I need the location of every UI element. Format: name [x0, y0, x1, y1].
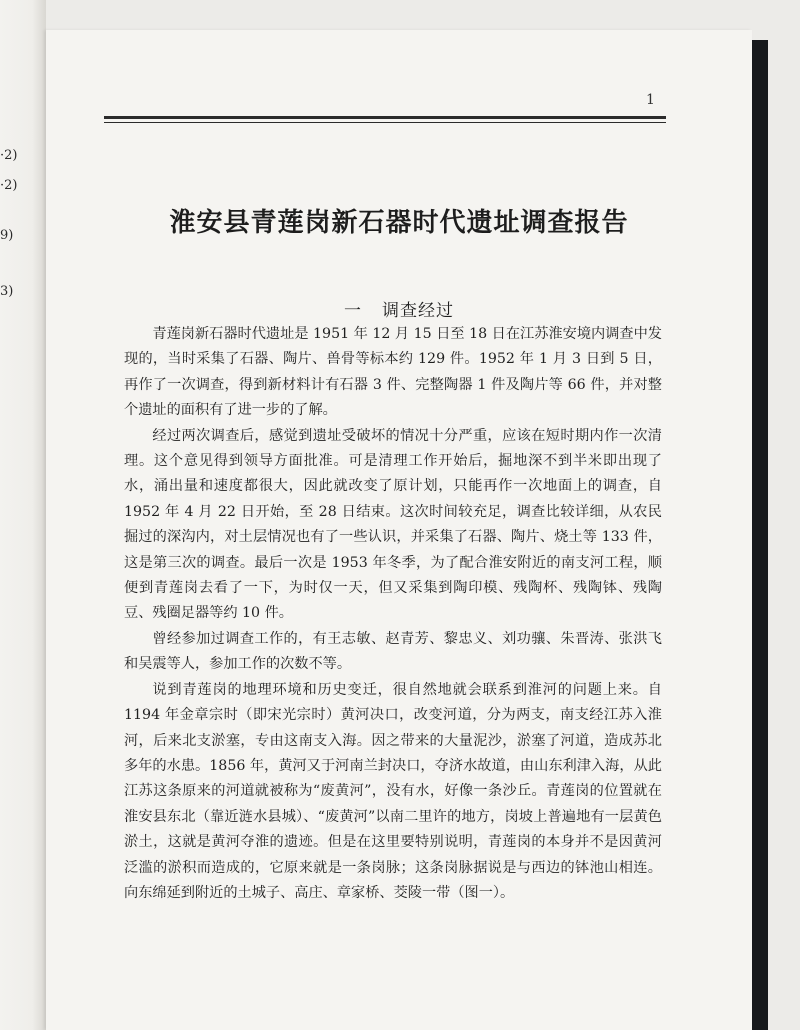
section-number: 一	[344, 301, 362, 321]
document-page	[46, 30, 752, 1030]
header-rule-thin	[104, 122, 666, 123]
facing-page-mark: ·2)	[0, 148, 18, 163]
facing-page-edge	[0, 0, 46, 1030]
section-heading	[46, 296, 752, 321]
paragraph: 青莲岗新石器时代遗址是 1951 年 12 月 15 日至 18 日在江苏淮安境内调查中发现的，当时采集了石器、陶片、兽骨等标本约 129 件。1952 年 1 月 3 日到 5 日，再作了一次调查，得到新材料计有石器 3 件、完整陶器 1 件及陶片等 66 件，并对整个遗址的面积有了进一步的了解。	[124, 326, 662, 419]
paragraph: 经过两次调查后，感觉到遗址受破坏的情况十分严重，应该在短时期内作一次清理。这个意见得到领导方面批准。可是清理工作开始后，掘地深不到半米即出现了水，涌出量和速度都很大，因此就改变了原计划，只能再作一次地面上的调查，自 1952 年 4 月 22 日开始，至 28 日结束。这次时间较充足，调查比较详细，从农民掘过的深沟内，对土层情况也有了一些认识，并采集了石器、陶片、烧土等 133 件，这是第三次的调查。最后一次是 1953 年冬季，为了配合淮安附近的南支河工程，顺便到青莲岗去看了一下，为时仅一天，但又采集到陶印模、残陶杯、残陶钵、残陶豆、残圈足器等约 10 件。	[124, 427, 662, 622]
header-rule	[104, 116, 666, 119]
body-text	[124, 322, 662, 906]
page-number: 1	[646, 92, 655, 108]
facing-page-mark: 9)	[0, 228, 14, 243]
paragraph: 说到青莲岗的地理环境和历史变迁，很自然地就会联系到淮河的问题上来。自 1194 年金章宗时（即宋光宗时）黄河决口，改变河道，分为两支，南支经江苏入淮河，后来北支淤塞，专由这南支入海。因之带来的大量泥沙，淤塞了河道，造成苏北多年的水患。1856 年，黄河又于河南兰封决口，夺济水故道，由山东利津入海，从此江苏这条原来的河道就被称为“废黄河”，没有水，好像一条沙丘。青莲岗的位置就在淮安县东北（靠近涟水县城）、“废黄河”以南二里许的地方，岗坡上普遍地有一层黄色淤土，这就是黄河夺淮的遗迹。但是在这里要特别说明，青莲岗的本身并不是因黄河泛滥的淤积而造成的，它原来就是一条岗脉；这条岗脉据说是与西边的钵池山相连。向东绵延到附近的土城子、高庄、章家桥、茭陵一带（图一）。	[124, 681, 662, 901]
section-title: 调查经过	[382, 301, 454, 321]
paragraph: 曾经参加过调查工作的，有王志敏、赵青芳、黎忠义、刘功骧、朱晋涛、张洪飞和吴震等人，参加工作的次数不等。	[124, 630, 662, 673]
facing-page-mark: ·2)	[0, 178, 18, 193]
report-title: 淮安县青莲岗新石器时代遗址调查报告	[169, 208, 629, 238]
facing-page-mark: 3)	[0, 284, 14, 299]
